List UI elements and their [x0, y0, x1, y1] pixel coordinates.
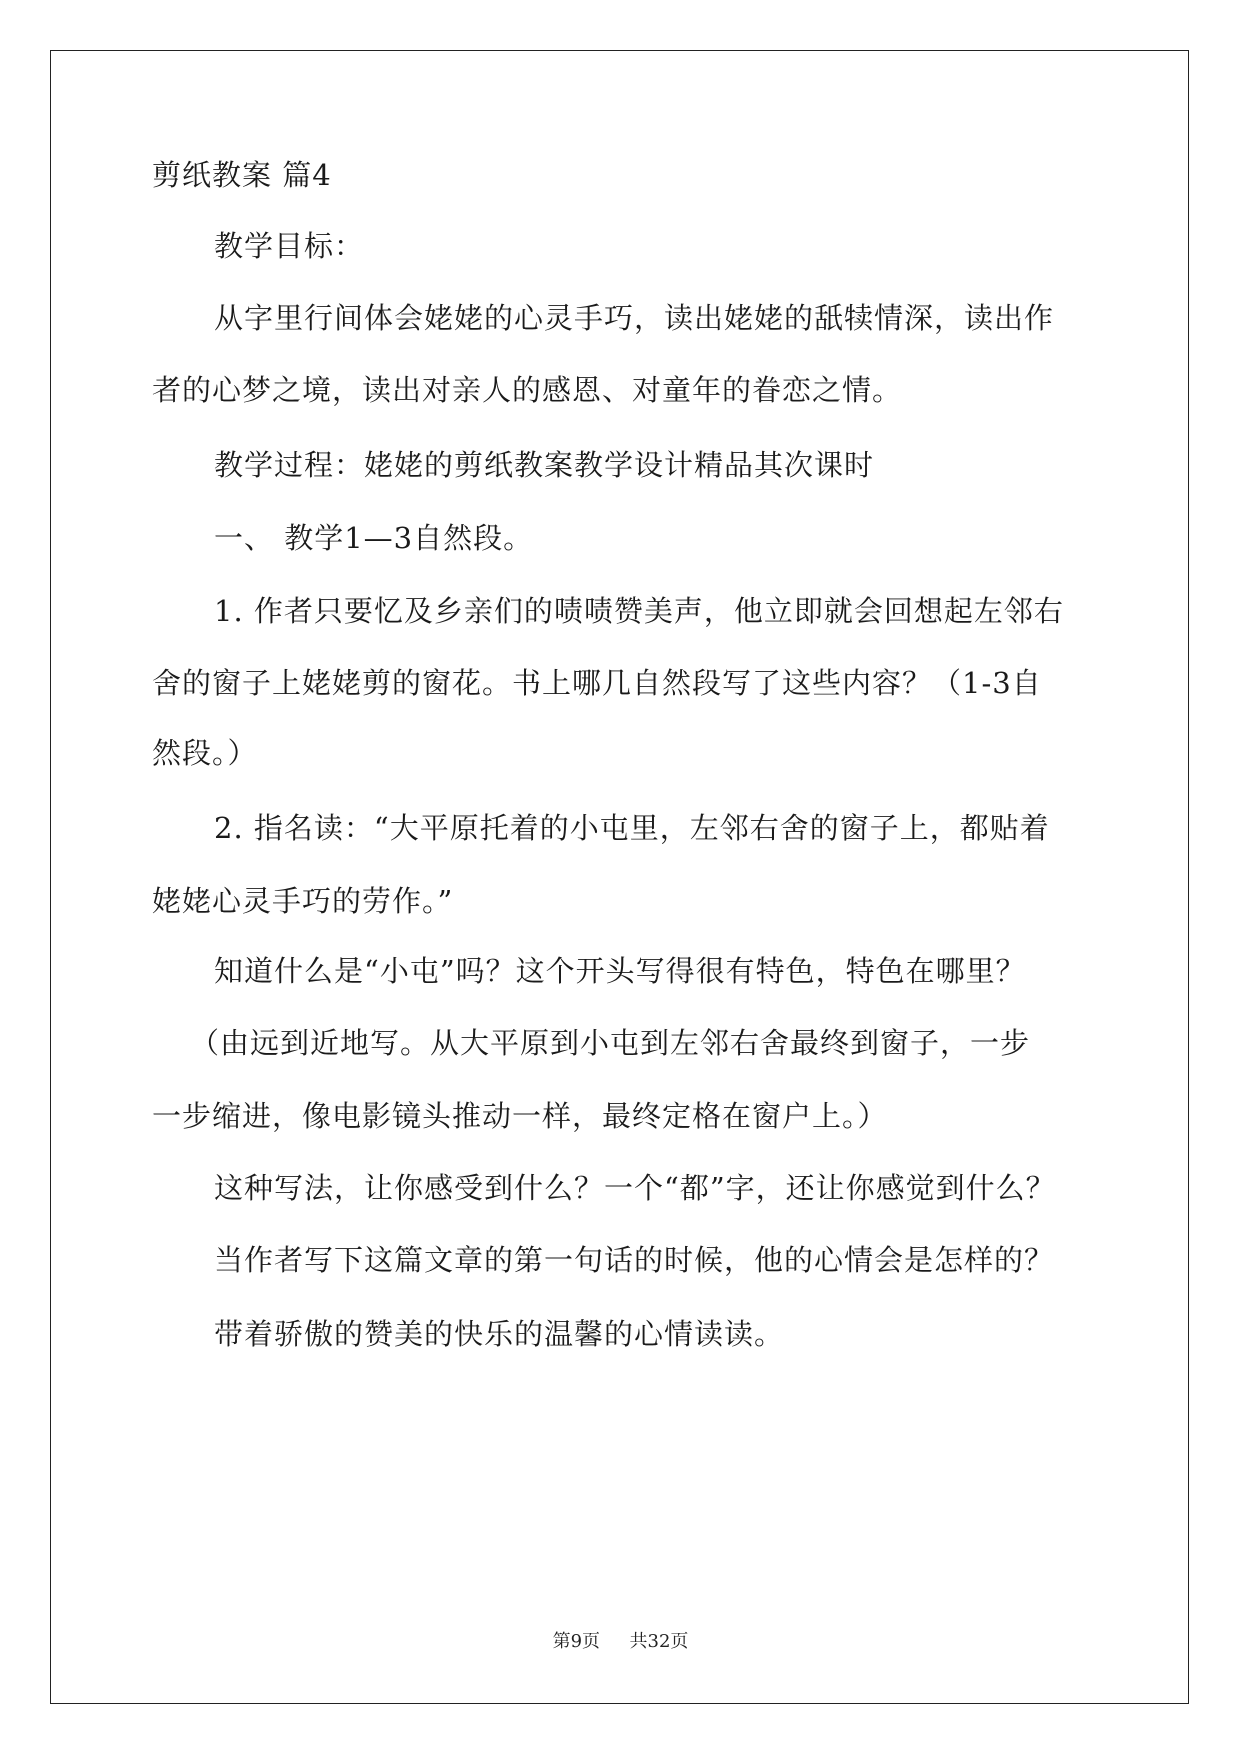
page-border [50, 50, 1189, 1704]
page-number: 第9页 [552, 1631, 601, 1652]
page-footer [0, 1630, 1241, 1654]
paragraph-line: 从字里行间体会姥姥的心灵手巧，读出姥姥的舐犊情深，读出作 [214, 301, 1055, 335]
paragraph-line: 舍的窗子上姥姥剪的窗花。书上哪几自然段写了这些内容？（1-3自 [152, 666, 1042, 700]
paragraph-line: 2. 指名读：“大平原托着的小屯里，左邻右舍的窗子上，都贴着 [214, 811, 1050, 845]
paragraph-line: （由远到近地写。从大平原到小屯到左邻右舍最终到窗子，一步 [190, 1026, 1031, 1060]
paragraph-line: 者的心梦之境，读出对亲人的感恩、对童年的眷恋之情。 [152, 373, 903, 407]
paragraph-line: 1. 作者只要忆及乡亲们的啧啧赞美声，他立即就会回想起左邻右 [214, 594, 1064, 628]
paragraph-line: 带着骄傲的赞美的快乐的温馨的心情读读。 [214, 1317, 785, 1351]
paragraph-line: 这种写法，让你感受到什么？一个“都”字，还让你感觉到什么？ [214, 1171, 1056, 1205]
document-title: 剪纸教案 篇4 [152, 158, 332, 192]
paragraph-line: 一、 教学1—3自然段。 [214, 521, 534, 555]
paragraph-line: 知道什么是“小屯”吗？这个开头写得很有特色，特色在哪里？ [214, 954, 1026, 988]
paragraph-line: 然段。） [152, 736, 258, 770]
paragraph-line: 一步缩进，像电影镜头推动一样，最终定格在窗户上。） [152, 1099, 888, 1133]
paragraph-line: 教学过程：姥姥的剪纸教案教学设计精品其次课时 [214, 448, 875, 482]
paragraph-line: 姥姥心灵手巧的劳作。” [152, 884, 454, 918]
paragraph-line: 教学目标： [214, 229, 365, 263]
page-total: 共32页 [629, 1631, 689, 1652]
paragraph-line: 当作者写下这篇文章的第一句话的时候，他的心情会是怎样的？ [214, 1243, 1055, 1277]
